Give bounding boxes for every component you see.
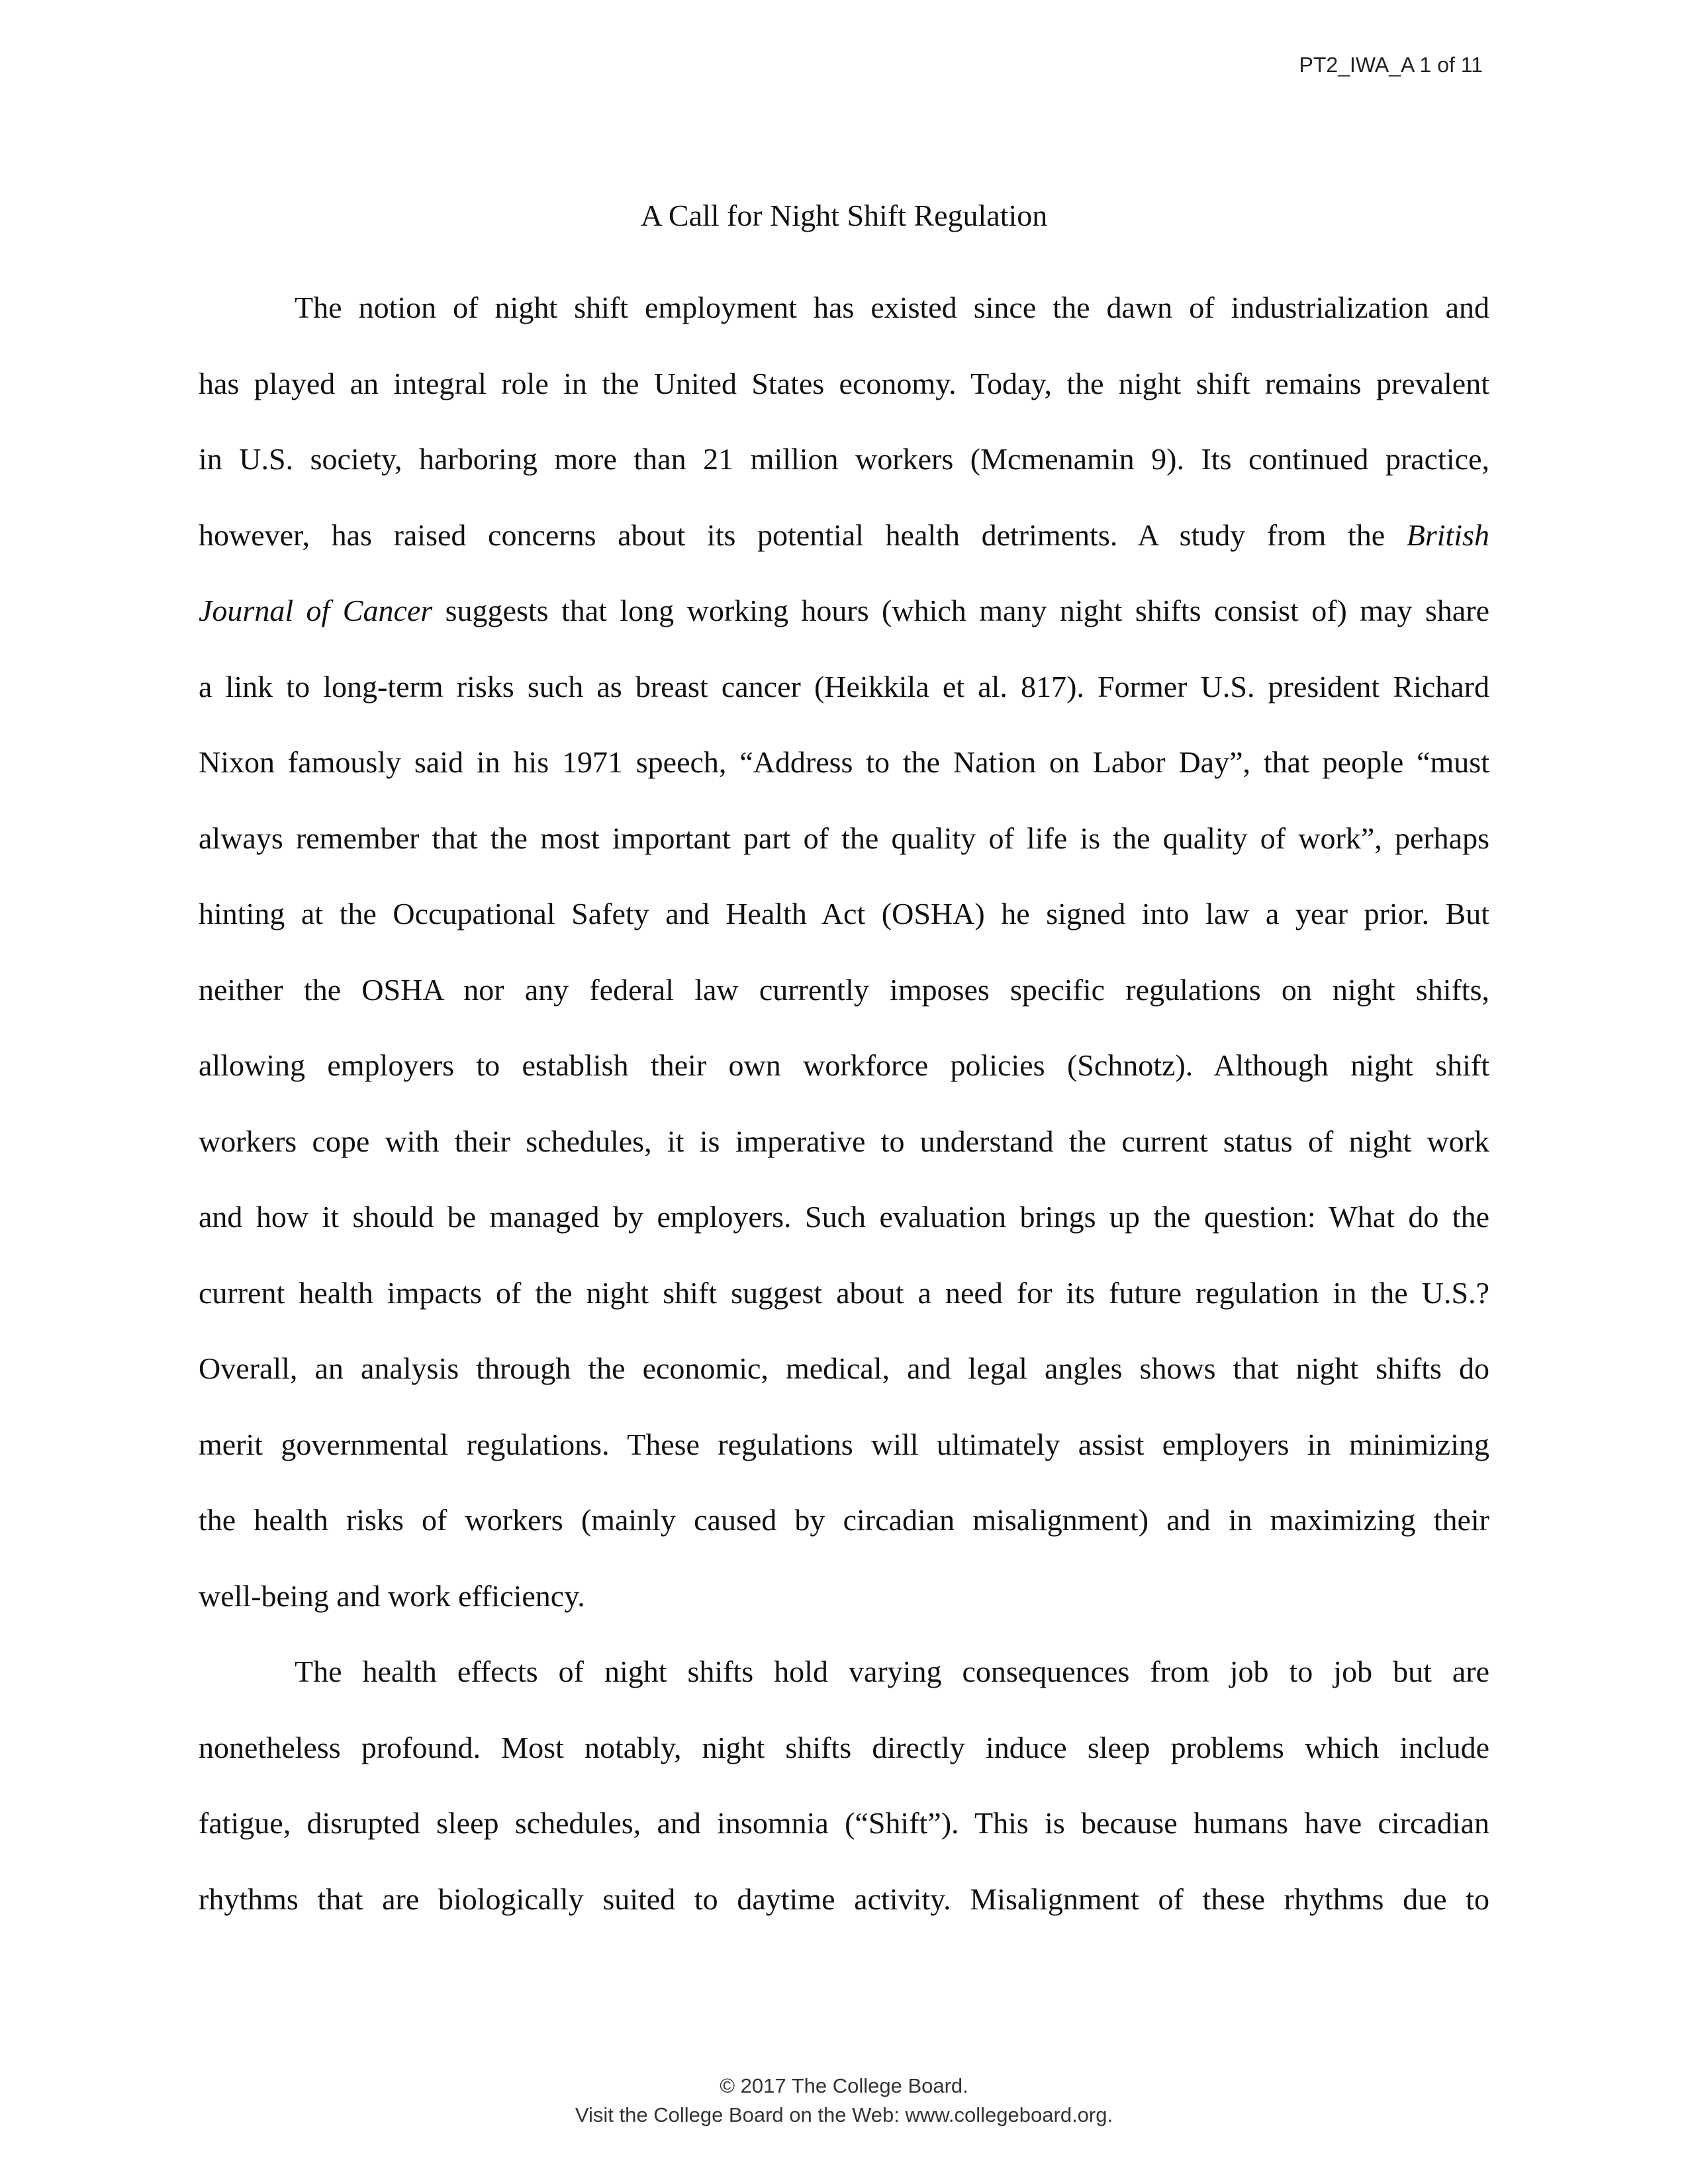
- text-line: The notion of night shift employment has existed since the dawn of industrialization and: [295, 291, 1489, 324]
- page-label: PT2_IWA_A 1 of 11: [1299, 53, 1483, 77]
- text-line: neither the OSHA nor any federal law currently imposes specific regulations on night shifts,: [199, 972, 1489, 1007]
- text-line: workers cope with their schedules, it is imperative to understand the current status of night work: [199, 1124, 1489, 1158]
- text-line: always remember that the most important part of the quality of life is the quality of work”, perhaps: [199, 821, 1489, 855]
- page-footer: [0, 2071, 1688, 2130]
- italic-title-part: British: [1406, 518, 1489, 552]
- text-line: hinting at the Occupational Safety and Health Act (OSHA) he signed into law a year prior. But: [199, 897, 1489, 931]
- text-line: [199, 498, 1489, 574]
- text-line: nonetheless profound. Most notably, night shifts directly induce sleep problems which include: [199, 1730, 1489, 1764]
- italic-title-part: Journal of Cancer: [199, 594, 433, 627]
- text-segment: suggests that long working hours (which many night shifts consist of) may share: [432, 594, 1489, 627]
- text-line: The health effects of night shifts hold varying consequences from job to job but are: [295, 1655, 1489, 1688]
- text-segment: however, has raised concerns about its potential health detriments. A study from the: [199, 518, 1407, 552]
- text-line: rhythms that are biologically suited to daytime activity. Misalignment of these rhythms due to: [199, 1882, 1489, 1916]
- text-line: Overall, an analysis through the economic, medical, and legal angles shows that night shifts do: [199, 1351, 1489, 1385]
- text-line: Nixon famously said in his 1971 speech, “Address to the Nation on Labor Day”, that people “must: [199, 745, 1489, 779]
- text-line: allowing employers to establish their own workforce policies (Schnotz). Although night shift: [199, 1048, 1489, 1082]
- text-line: current health impacts of the night shift suggest about a need for its future regulation in the U.S.?: [199, 1275, 1489, 1310]
- website-notice: Visit the College Board on the Web: www.collegeboard.org.: [575, 2103, 1113, 2126]
- text-line: well-being and work efficiency.: [199, 1578, 585, 1613]
- text-line: [199, 573, 1489, 649]
- paragraph-1: [199, 270, 1489, 1634]
- text-line: fatigue, disrupted sleep schedules, and insomnia (“Shift”). This is because humans have circadian: [199, 1806, 1489, 1840]
- paragraph-2: [199, 1634, 1489, 1937]
- text-line: a link to long-term risks such as breast cancer (Heikkila et al. 817). Former U.S. president Richard: [199, 669, 1489, 704]
- essay-title: A Call for Night Shift Regulation: [640, 199, 1048, 232]
- text-line: the health risks of workers (mainly caused by circadian misalignment) and in maximizing their: [199, 1503, 1489, 1537]
- text-line: in U.S. society, harboring more than 21 million workers (Mcmenamin 9). Its continued practice,: [199, 442, 1489, 476]
- copyright-notice: © 2017 The College Board.: [720, 2074, 968, 2097]
- text-line: and how it should be managed by employers. Such evaluation brings up the question: What do the: [199, 1200, 1489, 1234]
- text-line: merit governmental regulations. These regulations will ultimately assist employers in minimizing: [199, 1427, 1489, 1461]
- essay-body: [199, 270, 1489, 1937]
- text-line: has played an integral role in the United States economy. Today, the night shift remains prevalent: [199, 366, 1489, 400]
